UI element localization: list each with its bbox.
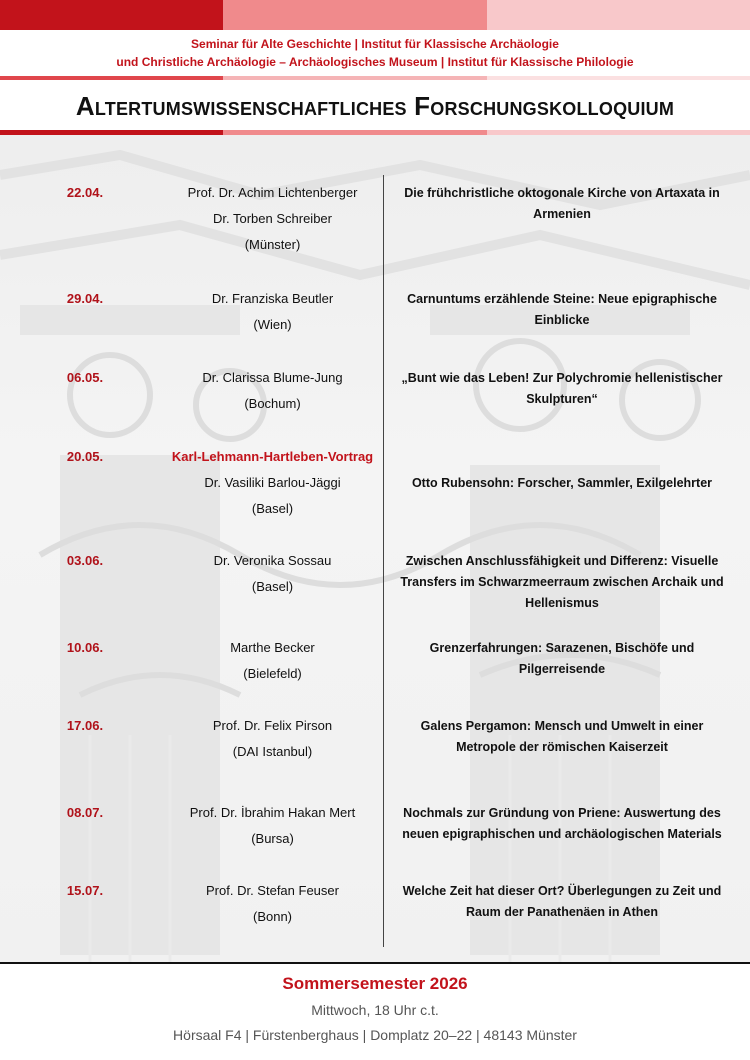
event-talk-title: Welche Zeit hat dieser Ort? Überlegungen zu Zeit und Raum der Panathenäen in Athen <box>402 884 722 919</box>
speaker-line: Dr. Torben Schreiber <box>213 211 332 226</box>
speaker-line: Prof. Dr. Achim Lichtenberger <box>187 185 358 200</box>
speaker-city: (Basel) <box>251 501 294 516</box>
event-talk-title: Otto Rubensohn: Forscher, Sammler, Exilgelehrter <box>411 476 713 490</box>
header-rule-pink <box>487 76 750 80</box>
institutes-line-2: und Christliche Archäologie – Archäologisches Museum | Institut für Klassische Philologie <box>116 55 634 69</box>
event-date: 03.06. <box>66 553 104 568</box>
event-talk-title: Grenzerfahrungen: Sarazenen, Bischöfe und Pilgerreisende <box>429 641 695 676</box>
special-lecture-label: Karl-Lehmann-Hartleben-Vortrag <box>171 449 374 464</box>
event-speakers <box>160 635 385 687</box>
speaker-city: (Münster) <box>244 237 301 252</box>
event-date: 08.07. <box>66 805 104 820</box>
speaker-line: Prof. Dr. Felix Pirson <box>212 718 333 733</box>
footer-rule <box>0 962 750 964</box>
event-talk-title: Die frühchristliche oktogonale Kirche von Artaxata in Armenien <box>404 186 720 221</box>
speaker-city: (Basel) <box>251 579 294 594</box>
speaker-city: (Wien) <box>253 317 292 332</box>
speaker-line: Dr. Franziska Beutler <box>211 291 334 306</box>
speaker-city: (DAI Istanbul) <box>232 744 313 759</box>
top-color-bar-red <box>0 0 223 30</box>
event-speakers <box>160 444 385 522</box>
event-speakers <box>160 180 385 258</box>
event-speakers <box>160 878 385 930</box>
speaker-line: Prof. Dr. İbrahim Hakan Mert <box>189 805 356 820</box>
event-speakers <box>160 365 385 417</box>
speaker-city: (Bursa) <box>251 831 294 846</box>
meeting-time: Mittwoch, 18 Uhr c.t. <box>311 1002 439 1018</box>
top-color-bar-pink <box>487 0 750 30</box>
event-talk-title: Zwischen Anschlussfähigkeit und Differenz: Visuelle Transfers im Schwarzmeerraum zwischen Archaik und Hellenismus <box>400 554 724 610</box>
page-title: Altertumswissenschaftliches Forschungskolloquium <box>75 91 675 121</box>
event-date: 22.04. <box>66 185 104 200</box>
event-speakers <box>160 713 385 765</box>
semester-label: Sommersemester 2026 <box>282 974 468 993</box>
event-talk-title: Galens Pergamon: Mensch und Umwelt in einer Metropole der römischen Kaiserzeit <box>420 719 704 754</box>
event-talk-title: „Bunt wie das Leben! Zur Polychromie hellenistischer Skulpturen“ <box>401 371 723 406</box>
event-talk-title: Nochmals zur Gründung von Priene: Auswertung des neuen epigraphischen und archäologischen Materials <box>402 806 722 841</box>
speaker-line: Dr. Vasiliki Barlou-Jäggi <box>204 475 341 490</box>
event-speakers <box>160 800 385 852</box>
event-speakers <box>160 548 385 600</box>
speaker-line: Marthe Becker <box>230 640 315 655</box>
speaker-city: (Bochum) <box>244 396 301 411</box>
event-date: 17.06. <box>66 718 104 733</box>
speaker-line: Prof. Dr. Stefan Feuser <box>206 883 339 898</box>
institutes-line-1: Seminar für Alte Geschichte | Institut für Klassische Archäologie <box>191 37 559 51</box>
event-date: 29.04. <box>66 291 104 306</box>
meeting-place: Hörsaal F4 | Fürstenberghaus | Domplatz 20–22 | 48143 Münster <box>173 1027 577 1043</box>
header-rule-rose <box>223 76 487 80</box>
speaker-city: (Bonn) <box>252 909 293 924</box>
speaker-city: (Bielefeld) <box>243 666 302 681</box>
event-date: 15.07. <box>66 883 104 898</box>
event-speakers <box>160 286 385 338</box>
event-date: 06.05. <box>66 370 104 385</box>
event-talk-title: Carnuntums erzählende Steine: Neue epigraphische Einblicke <box>407 292 717 327</box>
speaker-line: Dr. Clarissa Blume-Jung <box>202 370 343 385</box>
speaker-line: Dr. Veronika Sossau <box>213 553 332 568</box>
header-rule-red <box>0 76 223 80</box>
top-color-bar-rose <box>223 0 487 30</box>
event-date: 10.06. <box>66 640 104 655</box>
event-date: 20.05. <box>66 449 104 464</box>
